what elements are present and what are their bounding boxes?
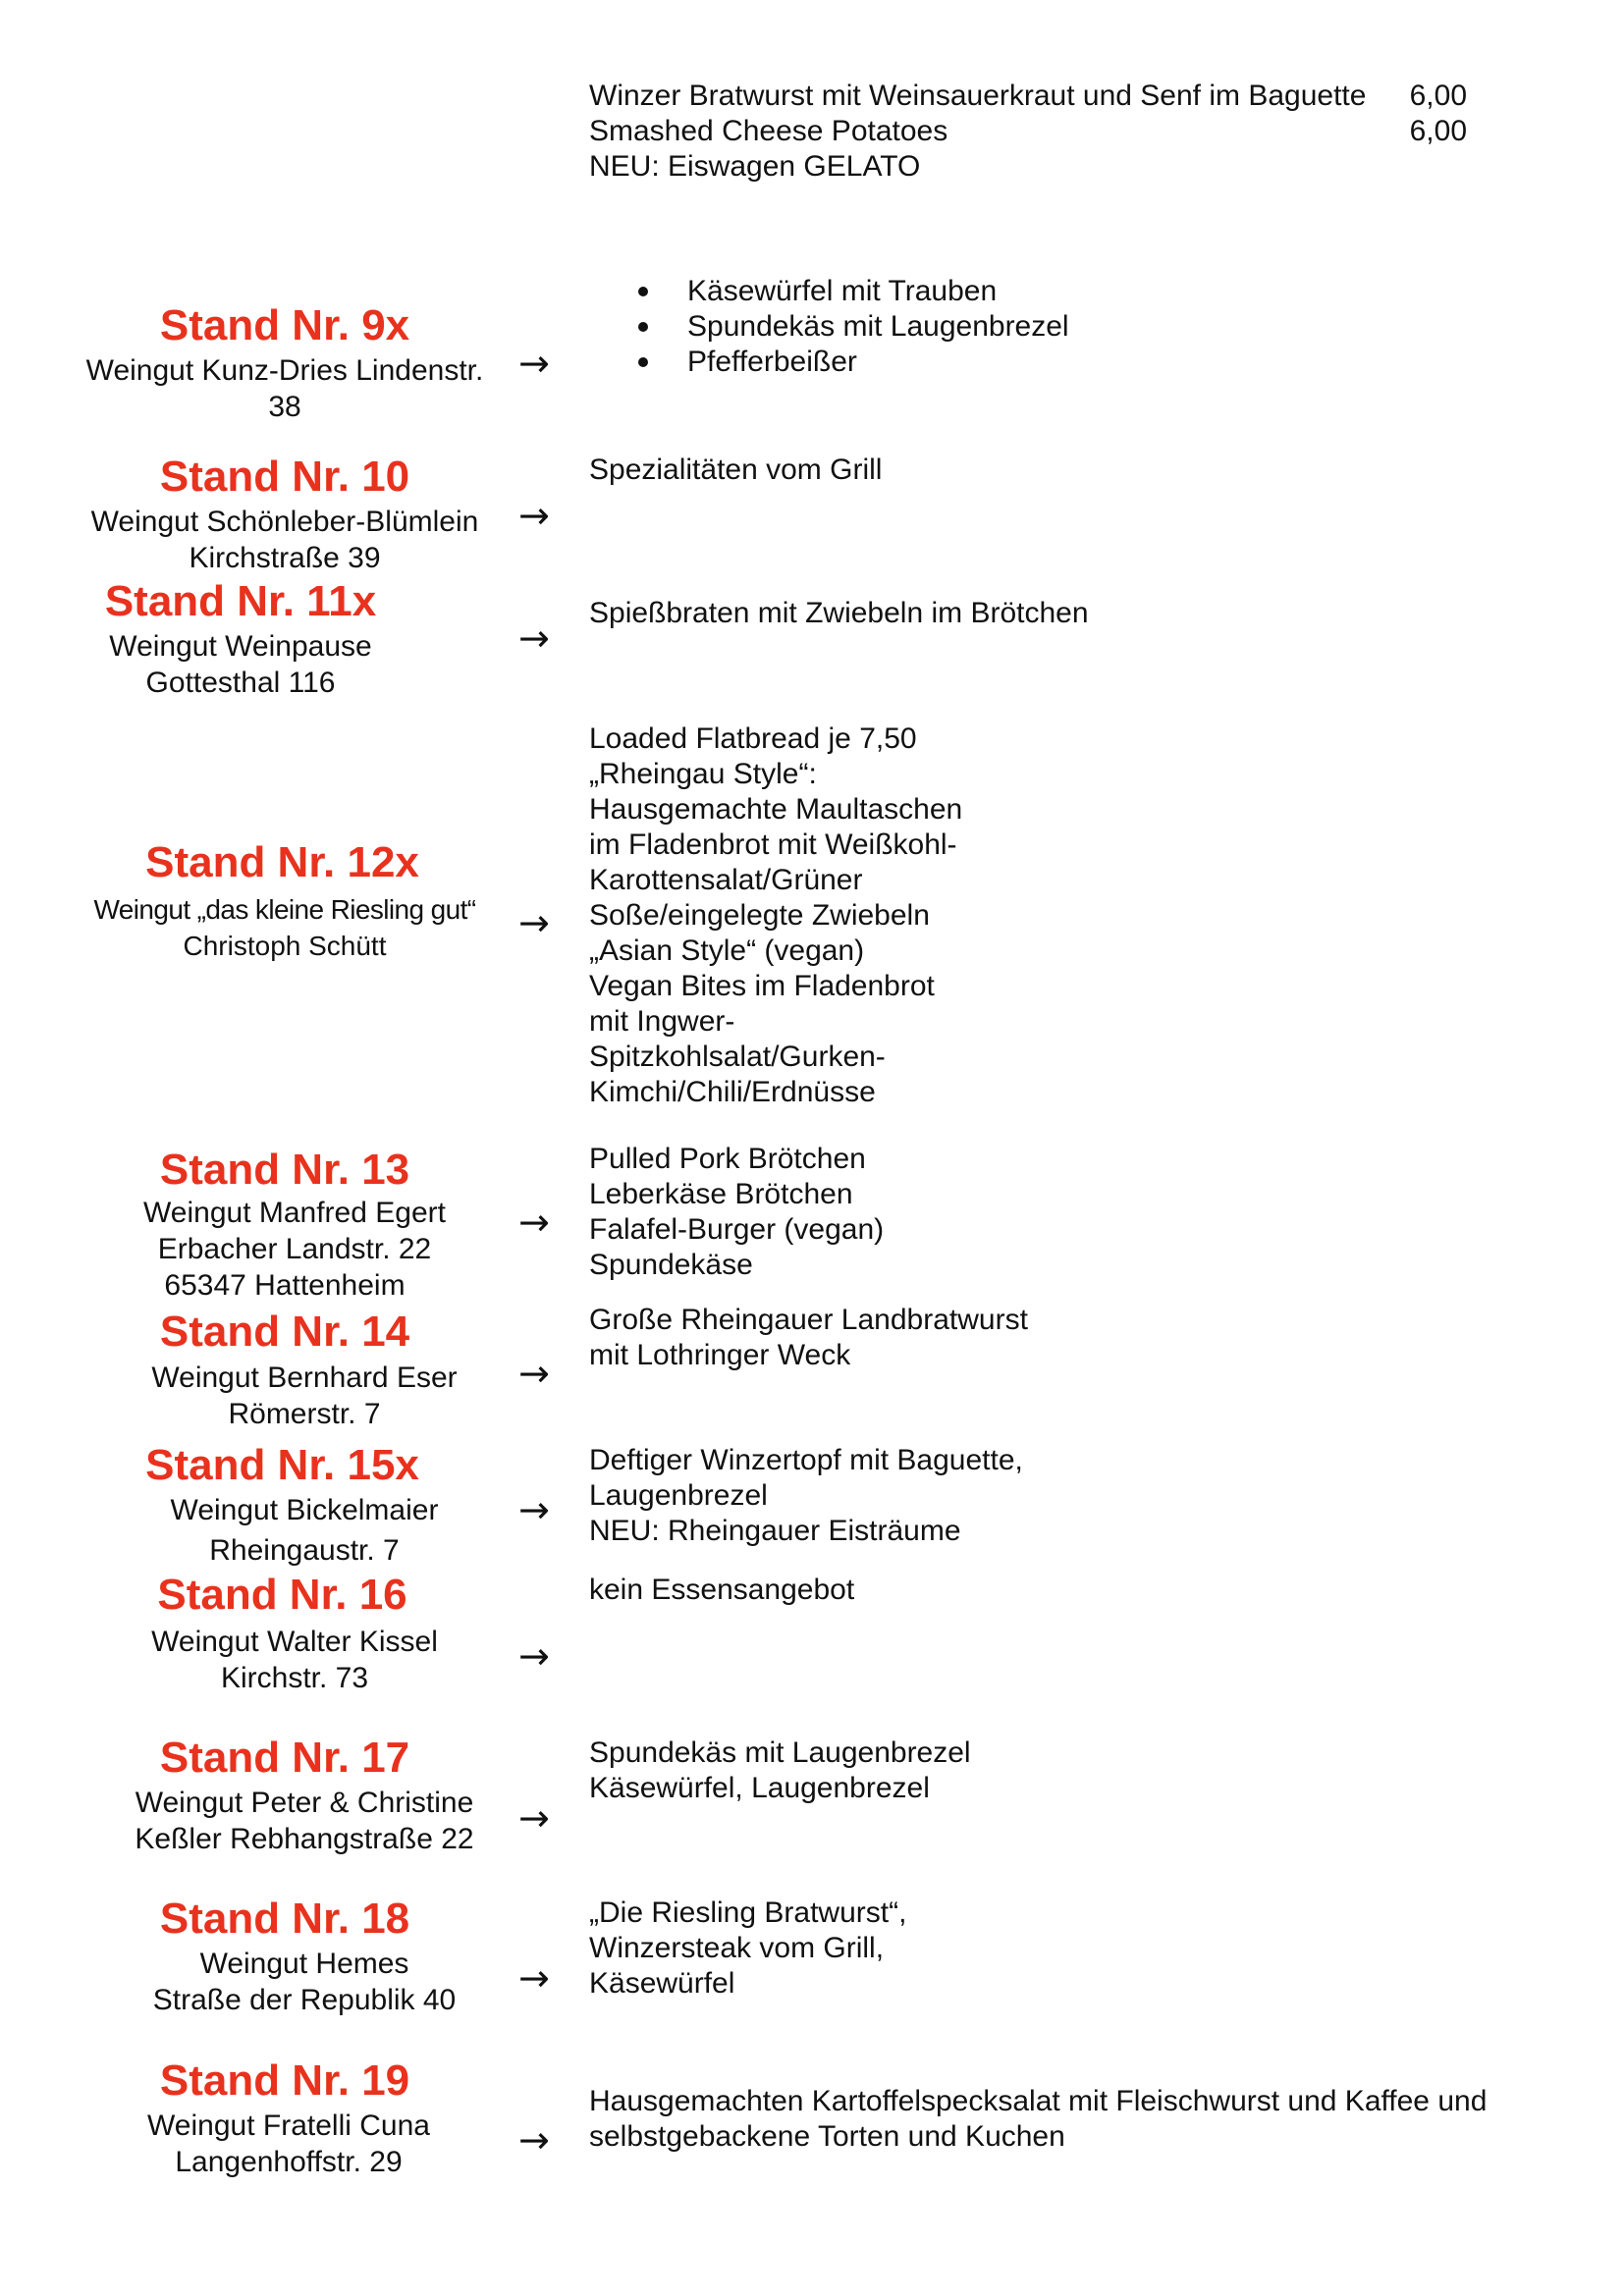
food-item: Pulled Pork Brötchen xyxy=(589,1143,866,1175)
winery-address: Gottesthal 116 xyxy=(145,667,336,699)
arrow-right-icon: → xyxy=(518,1488,550,1531)
food-item: Winzersteak vom Grill, xyxy=(589,1932,885,1964)
arrow-right-icon: → xyxy=(518,901,550,944)
winery-address: Erbacher Landstr. 22 xyxy=(157,1233,432,1265)
food-item: „Asian Style“ (vegan) xyxy=(589,934,865,967)
food-item: „Die Riesling Bratwurst“, xyxy=(589,1896,907,1929)
winery-name: Weingut Weinpause xyxy=(109,630,372,663)
food-item: Deftiger Winzertopf mit Baguette, xyxy=(589,1444,1023,1476)
menu-item-name: Winzer Bratwurst mit Weinsauerkraut und Senf im Baguette xyxy=(589,80,1367,112)
winery-name: Weingut Peter & Christine xyxy=(135,1787,474,1819)
food-item: Falafel-Burger (vegan) xyxy=(589,1213,885,1246)
food-item: Hausgemachten Kartoffelspecksalat mit Fleischwurst und Kaffee und xyxy=(589,2085,1488,2117)
winery-city: 65347 Hattenheim xyxy=(164,1269,406,1302)
food-item: Spitzkohlsalat/Gurken- xyxy=(589,1041,886,1073)
stand-title: Stand Nr. 19 xyxy=(159,2056,410,2105)
food-bullet-item: Spundekäs mit Laugenbrezel xyxy=(687,310,1069,343)
food-item: Spundekäs mit Laugenbrezel xyxy=(589,1736,971,1769)
bullet-icon xyxy=(638,322,648,332)
winery-name: Weingut Fratelli Cuna xyxy=(147,2109,430,2142)
food-item: mit Lothringer Weck xyxy=(589,1339,851,1371)
winery-name: Weingut Manfred Egert xyxy=(143,1197,446,1229)
stand-title: Stand Nr. 17 xyxy=(159,1734,410,1782)
food-item: Spießbraten mit Zwiebeln im Brötchen xyxy=(589,597,1089,629)
winery-name: Weingut Bickelmaier xyxy=(170,1494,439,1526)
winery-address: Langenhoffstr. 29 xyxy=(175,2146,403,2178)
menu-item-name: NEU: Eiswagen GELATO xyxy=(589,150,921,183)
stand-title: Stand Nr. 9x xyxy=(159,301,410,349)
food-item: Karottensalat/Grüner xyxy=(589,864,863,896)
winery-address: Römerstr. 7 xyxy=(228,1398,381,1430)
food-item: Käsewürfel, Laugenbrezel xyxy=(589,1772,930,1804)
winery-name: Weingut „das kleine Riesling gut“ xyxy=(93,894,476,925)
arrow-right-icon: → xyxy=(518,1201,550,1244)
food-item: Spezialitäten vom Grill xyxy=(589,454,883,486)
food-item: Spundekäse xyxy=(589,1249,753,1281)
arrow-right-icon: → xyxy=(518,1956,550,2000)
food-item: kein Essensangebot xyxy=(589,1574,855,1606)
arrow-right-icon: → xyxy=(518,616,550,660)
winery-address: Kirchstraße 39 xyxy=(189,542,381,574)
arrow-right-icon: → xyxy=(518,342,550,385)
food-item: „Rheingau Style“: xyxy=(589,758,817,790)
stand-title: Stand Nr. 15x xyxy=(145,1441,419,1489)
stand-title: Stand Nr. 12x xyxy=(145,838,419,886)
food-item: Soße/eingelegte Zwiebeln xyxy=(589,899,930,932)
winery-name: Weingut Schönleber-Blümlein xyxy=(90,506,479,538)
winery-name: Weingut Hemes xyxy=(199,1948,409,1980)
stand-title: Stand Nr. 18 xyxy=(159,1895,410,1943)
food-item: Käsewürfel xyxy=(589,1967,735,2000)
winery-address: Straße der Republik 40 xyxy=(152,1984,457,2016)
arrow-right-icon: → xyxy=(518,1352,550,1395)
food-item: im Fladenbrot mit Weißkohl- xyxy=(589,828,957,861)
food-item: Hausgemachte Maultaschen xyxy=(589,793,963,826)
winery-address: Kirchstr. 73 xyxy=(220,1662,369,1694)
winery-address: Rheingaustr. 7 xyxy=(209,1534,400,1567)
food-item: Kimchi/Chili/Erdnüsse xyxy=(589,1076,876,1108)
arrow-right-icon: → xyxy=(518,1796,550,1840)
stand-title: Stand Nr. 11x xyxy=(104,577,377,625)
food-item: mit Ingwer- xyxy=(589,1005,735,1038)
food-bullet-item: Käsewürfel mit Trauben xyxy=(687,275,998,307)
stand-title: Stand Nr. 13 xyxy=(159,1146,410,1194)
food-bullet-item: Pfefferbeißer xyxy=(687,346,857,378)
food-item: Große Rheingauer Landbratwurst xyxy=(589,1304,1028,1336)
winery-name: Weingut Walter Kissel xyxy=(151,1626,438,1658)
bullet-icon xyxy=(638,357,648,367)
food-item: selbstgebackene Torten und Kuchen xyxy=(589,2120,1065,2153)
food-item: Loaded Flatbread je 7,50 xyxy=(589,722,917,755)
stand-title: Stand Nr. 14 xyxy=(159,1308,410,1356)
arrow-right-icon: → xyxy=(518,494,550,537)
food-item: Vegan Bites im Fladenbrot xyxy=(589,970,935,1002)
stand-title: Stand Nr. 10 xyxy=(159,453,410,501)
menu-item-name: Smashed Cheese Potatoes xyxy=(589,115,948,147)
food-item: NEU: Rheingauer Eisträume xyxy=(589,1515,961,1547)
winery-address: Keßler Rebhangstraße 22 xyxy=(135,1823,474,1855)
arrow-right-icon: → xyxy=(518,1634,550,1678)
winery-name: Weingut Bernhard Eser xyxy=(151,1362,458,1394)
menu-item-price: 6,00 xyxy=(1409,115,1467,147)
bullet-icon xyxy=(638,287,648,296)
food-item: Laugenbrezel xyxy=(589,1479,768,1512)
food-item: Leberkäse Brötchen xyxy=(589,1178,853,1210)
arrow-right-icon: → xyxy=(518,2118,550,2162)
stand-title: Stand Nr. 16 xyxy=(157,1571,407,1619)
winery-address: 38 xyxy=(268,391,301,423)
winery-owner: Christoph Schütt xyxy=(183,931,387,961)
menu-item-price: 6,00 xyxy=(1409,80,1467,112)
winery-name: Weingut Kunz-Dries Lindenstr. xyxy=(85,354,484,387)
